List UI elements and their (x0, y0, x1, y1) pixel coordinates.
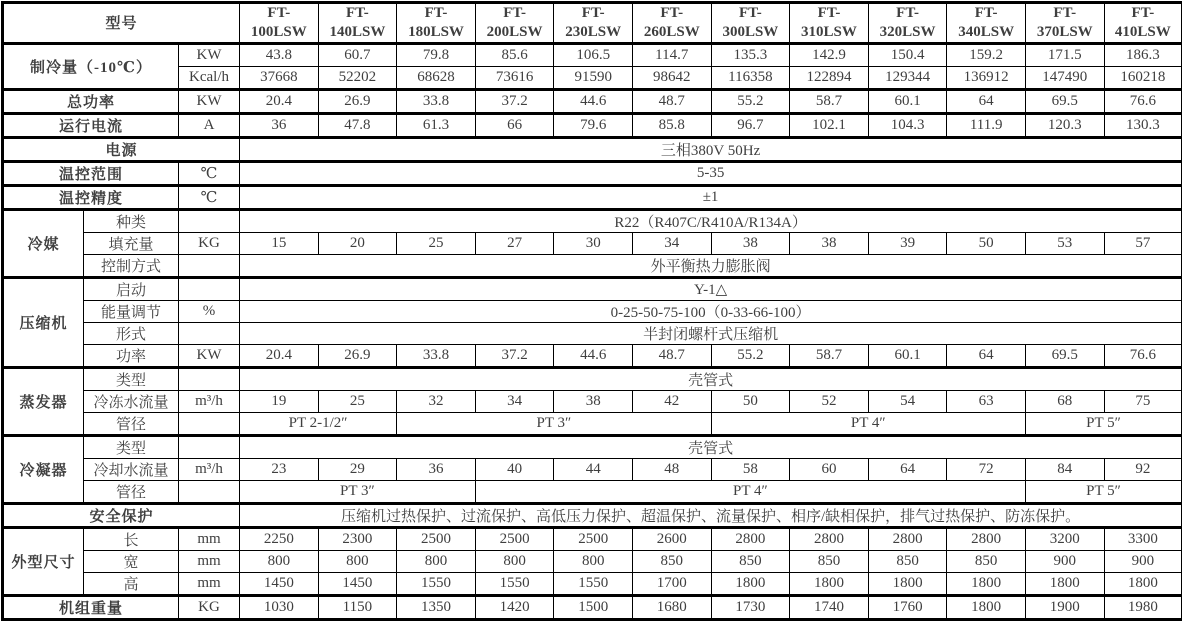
value-cell: 44.6 (554, 344, 633, 367)
value-cell: 2800 (711, 527, 790, 550)
row-power-supply (3, 137, 1182, 161)
row-temp-control-range (3, 161, 1182, 185)
value-cell: 1900 (1025, 595, 1104, 619)
model-column-header: FT- 100LSW (240, 3, 319, 44)
value-cell: 1800 (711, 572, 790, 595)
value-cell: 36 (397, 458, 476, 480)
row-evaporator-pipe-diameter (3, 412, 1182, 435)
row-refrigerant-type (3, 209, 1182, 232)
row-compressor-capacity-control (3, 300, 1182, 322)
group-label-cell: 冷凝器 (3, 435, 84, 503)
value-cell: 38 (711, 232, 790, 254)
value-cell: 69.5 (1025, 344, 1104, 367)
merged-value-cell: 壳管式 (240, 435, 1182, 458)
unit-cell (179, 209, 240, 232)
value-cell: 1760 (868, 595, 947, 619)
value-cell: 20.4 (240, 89, 319, 113)
value-cell: 2500 (554, 527, 633, 550)
unit-cell (179, 435, 240, 458)
value-cell: 800 (554, 550, 633, 572)
value-cell: 2250 (240, 527, 319, 550)
value-cell: 52 (790, 390, 869, 412)
value-cell: 79.8 (397, 43, 476, 66)
unit-cell: A (179, 113, 240, 137)
value-cell: 68628 (397, 66, 476, 89)
value-cell: 38 (554, 390, 633, 412)
row-model-header (3, 3, 1182, 44)
merged-value-cell: 外平衡热力膨胀阀 (240, 254, 1182, 277)
value-cell: 25 (318, 390, 397, 412)
merged-value-cell: PT 2-1/2″ (240, 412, 397, 435)
model-column-header: FT- 230LSW (554, 3, 633, 44)
unit-cell: mm (179, 527, 240, 550)
model-column-header: FT- 300LSW (711, 3, 790, 44)
value-cell: 19 (240, 390, 319, 412)
group-label-cell: 压缩机 (3, 277, 84, 367)
value-cell: 96.7 (711, 113, 790, 137)
sub-label-cell: 冷冻水流量 (84, 390, 179, 412)
value-cell: 900 (1025, 550, 1104, 572)
value-cell: 2800 (947, 527, 1026, 550)
value-cell: 85.6 (475, 43, 554, 66)
row-evaporator-type (3, 367, 1182, 390)
row-compressor-form (3, 322, 1182, 344)
value-cell: 1420 (475, 595, 554, 619)
value-cell: 1030 (240, 595, 319, 619)
group-label-cell: 总功率 (3, 89, 179, 113)
merged-value-cell: Y-1△ (240, 277, 1182, 300)
value-cell: 58.7 (790, 344, 869, 367)
value-cell: 91590 (554, 66, 633, 89)
value-cell: 850 (711, 550, 790, 572)
unit-cell: Kcal/h (179, 66, 240, 89)
merged-value-cell: 壳管式 (240, 367, 1182, 390)
value-cell: 64 (947, 89, 1026, 113)
value-cell: 1800 (868, 572, 947, 595)
row-condenser-type (3, 435, 1182, 458)
group-label-cell: 温控精度 (3, 185, 179, 209)
model-column-header: FT- 410LSW (1104, 3, 1182, 44)
spec-table (1, 1, 1182, 621)
sub-label-cell: 类型 (84, 367, 179, 390)
value-cell: 27 (475, 232, 554, 254)
sub-label-cell: 种类 (84, 209, 179, 232)
row-refrigerant-control (3, 254, 1182, 277)
merged-value-cell: PT 5″ (1025, 480, 1182, 503)
value-cell: 66 (475, 113, 554, 137)
value-cell: 54 (868, 390, 947, 412)
value-cell: 40 (475, 458, 554, 480)
sub-label-cell: 填充量 (84, 232, 179, 254)
value-cell: 85.8 (632, 113, 711, 137)
sub-label-cell: 能量调节 (84, 300, 179, 322)
value-cell: 1500 (554, 595, 633, 619)
value-cell: 1680 (632, 595, 711, 619)
sub-label-cell: 管径 (84, 412, 179, 435)
unit-cell: % (179, 300, 240, 322)
model-column-header: FT- 370LSW (1025, 3, 1104, 44)
value-cell: 32 (397, 390, 476, 412)
value-cell: 57 (1104, 232, 1182, 254)
value-cell: 72 (947, 458, 1026, 480)
group-label-cell: 制冷量（-10℃） (3, 43, 179, 89)
group-label-cell: 冷媒 (3, 209, 84, 277)
value-cell: 92 (1104, 458, 1182, 480)
value-cell: 36 (240, 113, 319, 137)
row-compressor-power (3, 344, 1182, 367)
group-label-cell: 外型尺寸 (3, 527, 84, 595)
value-cell: 43.8 (240, 43, 319, 66)
unit-cell (179, 277, 240, 300)
group-label-cell: 蒸发器 (3, 367, 84, 435)
group-label-cell: 安全保护 (3, 503, 240, 527)
value-cell: 60.7 (318, 43, 397, 66)
unit-cell (179, 412, 240, 435)
row-running-current (3, 113, 1182, 137)
value-cell: 800 (240, 550, 319, 572)
unit-cell: ℃ (179, 185, 240, 209)
value-cell: 34 (632, 232, 711, 254)
unit-cell (179, 322, 240, 344)
unit-cell: KG (179, 232, 240, 254)
value-cell: 60.1 (868, 344, 947, 367)
row-condenser-cooling-water-flow (3, 458, 1182, 480)
value-cell: 37.2 (475, 344, 554, 367)
value-cell: 800 (318, 550, 397, 572)
value-cell: 3200 (1025, 527, 1104, 550)
value-cell: 53 (1025, 232, 1104, 254)
value-cell: 84 (1025, 458, 1104, 480)
value-cell: 1550 (554, 572, 633, 595)
value-cell: 38 (790, 232, 869, 254)
row-unit-weight (3, 595, 1182, 619)
value-cell: 171.5 (1025, 43, 1104, 66)
value-cell: 25 (397, 232, 476, 254)
value-cell: 1800 (947, 572, 1026, 595)
unit-cell: mm (179, 572, 240, 595)
sub-label-cell: 功率 (84, 344, 179, 367)
spec-table-body (3, 3, 1182, 620)
sub-label-cell: 宽 (84, 550, 179, 572)
row-temp-control-accuracy (3, 185, 1182, 209)
value-cell: 116358 (711, 66, 790, 89)
unit-cell: mm (179, 550, 240, 572)
merged-value-cell: PT 3″ (397, 412, 711, 435)
value-cell: 33.8 (397, 344, 476, 367)
value-cell: 2300 (318, 527, 397, 550)
value-cell: 44.6 (554, 89, 633, 113)
unit-cell (179, 254, 240, 277)
value-cell: 76.6 (1104, 89, 1182, 113)
value-cell: 26.9 (318, 344, 397, 367)
value-cell: 1800 (1025, 572, 1104, 595)
unit-cell: KG (179, 595, 240, 619)
value-cell: 69.5 (1025, 89, 1104, 113)
value-cell: 64 (947, 344, 1026, 367)
value-cell: 2800 (790, 527, 869, 550)
merged-value-cell: PT 3″ (240, 480, 476, 503)
model-column-header: FT- 310LSW (790, 3, 869, 44)
value-cell: 1800 (790, 572, 869, 595)
value-cell: 58 (711, 458, 790, 480)
value-cell: 55.2 (711, 344, 790, 367)
row-cooling-capacity-kcal (3, 66, 1182, 89)
value-cell: 23 (240, 458, 319, 480)
unit-cell (179, 367, 240, 390)
value-cell: 136912 (947, 66, 1026, 89)
merged-value-cell: R22（R407C/R410A/R134A） (240, 209, 1182, 232)
value-cell: 2800 (868, 527, 947, 550)
value-cell: 63 (947, 390, 1026, 412)
merged-value-cell: 三相380V 50Hz (240, 137, 1182, 161)
row-dimension-width (3, 550, 1182, 572)
value-cell: 900 (1104, 550, 1182, 572)
value-cell: 1350 (397, 595, 476, 619)
value-cell: 1150 (318, 595, 397, 619)
value-cell: 50 (947, 232, 1026, 254)
row-refrigerant-charge (3, 232, 1182, 254)
value-cell: 37.2 (475, 89, 554, 113)
value-cell: 850 (947, 550, 1026, 572)
unit-cell: KW (179, 89, 240, 113)
row-condenser-pipe-diameter (3, 480, 1182, 503)
value-cell: 73616 (475, 66, 554, 89)
value-cell: 186.3 (1104, 43, 1182, 66)
sub-label-cell: 形式 (84, 322, 179, 344)
value-cell: 2500 (397, 527, 476, 550)
group-label-cell: 运行电流 (3, 113, 179, 137)
value-cell: 3300 (1104, 527, 1182, 550)
value-cell: 111.9 (947, 113, 1026, 137)
value-cell: 50 (711, 390, 790, 412)
value-cell: 850 (632, 550, 711, 572)
merged-value-cell: 压缩机过热保护、过流保护、高低压力保护、超温保护、流量保护、相序/缺相保护，排气过热保护、防冻保护。 (240, 503, 1182, 527)
value-cell: 48.7 (632, 344, 711, 367)
model-column-header: FT- 200LSW (475, 3, 554, 44)
value-cell: 135.3 (711, 43, 790, 66)
sub-label-cell: 管径 (84, 480, 179, 503)
value-cell: 1730 (711, 595, 790, 619)
value-cell: 1800 (947, 595, 1026, 619)
group-label-cell: 温控范围 (3, 161, 179, 185)
value-cell: 850 (868, 550, 947, 572)
value-cell: 60 (790, 458, 869, 480)
value-cell: 58.7 (790, 89, 869, 113)
value-cell: 150.4 (868, 43, 947, 66)
value-cell: 33.8 (397, 89, 476, 113)
value-cell: 120.3 (1025, 113, 1104, 137)
sub-label-cell: 启动 (84, 277, 179, 300)
value-cell: 159.2 (947, 43, 1026, 66)
value-cell: 60.1 (868, 89, 947, 113)
value-cell: 2500 (475, 527, 554, 550)
row-dimension-height (3, 572, 1182, 595)
value-cell: 142.9 (790, 43, 869, 66)
value-cell: 39 (868, 232, 947, 254)
value-cell: 75 (1104, 390, 1182, 412)
value-cell: 160218 (1104, 66, 1182, 89)
group-label-cell: 机组重量 (3, 595, 179, 619)
row-compressor-start (3, 277, 1182, 300)
sub-label-cell: 控制方式 (84, 254, 179, 277)
value-cell: 30 (554, 232, 633, 254)
value-cell: 55.2 (711, 89, 790, 113)
value-cell: 15 (240, 232, 319, 254)
unit-cell: m³/h (179, 458, 240, 480)
model-column-header: FT- 260LSW (632, 3, 711, 44)
value-cell: 1740 (790, 595, 869, 619)
merged-value-cell: 5-35 (240, 161, 1182, 185)
model-column-header: FT- 180LSW (397, 3, 476, 44)
row-dimension-length (3, 527, 1182, 550)
value-cell: 130.3 (1104, 113, 1182, 137)
value-cell: 47.8 (318, 113, 397, 137)
value-cell: 2600 (632, 527, 711, 550)
value-cell: 64 (868, 458, 947, 480)
value-cell: 61.3 (397, 113, 476, 137)
value-cell: 68 (1025, 390, 1104, 412)
value-cell: 20 (318, 232, 397, 254)
value-cell: 1550 (475, 572, 554, 595)
value-cell: 129344 (868, 66, 947, 89)
merged-value-cell: PT 4″ (711, 412, 1025, 435)
value-cell: 37668 (240, 66, 319, 89)
value-cell: 147490 (1025, 66, 1104, 89)
value-cell: 122894 (790, 66, 869, 89)
unit-cell (179, 480, 240, 503)
value-cell: 20.4 (240, 344, 319, 367)
group-label-cell: 电源 (3, 137, 240, 161)
merged-value-cell: PT 4″ (475, 480, 1025, 503)
value-cell: 850 (790, 550, 869, 572)
value-cell: 114.7 (632, 43, 711, 66)
merged-value-cell: PT 5″ (1025, 412, 1182, 435)
value-cell: 52202 (318, 66, 397, 89)
value-cell: 800 (397, 550, 476, 572)
sub-label-cell: 高 (84, 572, 179, 595)
merged-value-cell: 0-25-50-75-100（0-33-66-100） (240, 300, 1182, 322)
merged-value-cell: 半封闭螺杆式压缩机 (240, 322, 1182, 344)
unit-cell: ℃ (179, 161, 240, 185)
value-cell: 79.6 (554, 113, 633, 137)
value-cell: 106.5 (554, 43, 633, 66)
model-column-header: FT- 320LSW (868, 3, 947, 44)
value-cell: 1450 (318, 572, 397, 595)
value-cell: 34 (475, 390, 554, 412)
value-cell: 1450 (240, 572, 319, 595)
value-cell: 76.6 (1104, 344, 1182, 367)
value-cell: 26.9 (318, 89, 397, 113)
unit-cell: KW (179, 43, 240, 66)
value-cell: 48 (632, 458, 711, 480)
value-cell: 44 (554, 458, 633, 480)
value-cell: 1980 (1104, 595, 1182, 619)
value-cell: 1550 (397, 572, 476, 595)
model-column-header: FT- 340LSW (947, 3, 1026, 44)
value-cell: 42 (632, 390, 711, 412)
value-cell: 48.7 (632, 89, 711, 113)
merged-value-cell: ±1 (240, 185, 1182, 209)
model-header-title: 型号 (3, 3, 240, 44)
value-cell: 1800 (1104, 572, 1182, 595)
value-cell: 800 (475, 550, 554, 572)
sub-label-cell: 冷却水流量 (84, 458, 179, 480)
value-cell: 1700 (632, 572, 711, 595)
row-safety-protection (3, 503, 1182, 527)
unit-cell: KW (179, 344, 240, 367)
row-total-power (3, 89, 1182, 113)
value-cell: 104.3 (868, 113, 947, 137)
value-cell: 29 (318, 458, 397, 480)
sub-label-cell: 类型 (84, 435, 179, 458)
model-column-header: FT- 140LSW (318, 3, 397, 44)
value-cell: 98642 (632, 66, 711, 89)
value-cell: 102.1 (790, 113, 869, 137)
row-evaporator-chilled-water-flow (3, 390, 1182, 412)
unit-cell: m³/h (179, 390, 240, 412)
sub-label-cell: 长 (84, 527, 179, 550)
row-cooling-capacity-kw (3, 43, 1182, 66)
